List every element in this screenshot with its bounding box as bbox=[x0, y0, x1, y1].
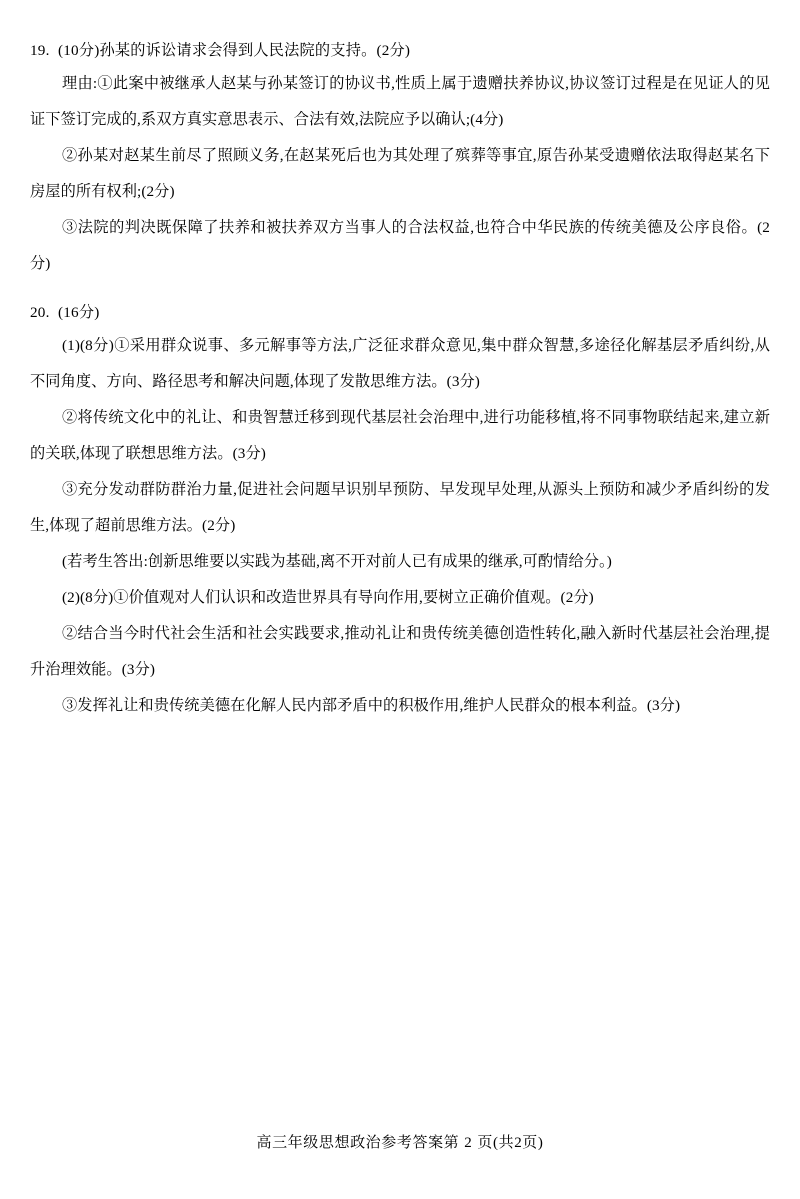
question-20-paragraph-3: ③充分发动群防群治力量,促进社会问题早识别早预防、早发现早处理,从源头上预防和减少矛盾纠纷的发生,体现了超前思维方法。(2分) bbox=[30, 481, 770, 534]
question-19-heading bbox=[30, 36, 770, 66]
question-19-paragraph-1: 理由:①此案中被继承人赵某与孙某签订的协议书,性质上属于遗赠扶养协议,协议签订过程是在见证人的见证下签订完成的,系双方真实意思表示、合法有效,法院应予以确认;(4分) bbox=[30, 75, 770, 128]
question-20-paragraph-7: ③发挥礼让和贵传统美德在化解人民内部矛盾中的积极作用,维护人民群众的根本利益。(3分) bbox=[62, 697, 681, 714]
question-20-paragraph-4: (若考生答出:创新思维要以实践为基础,离不开对前人已有成果的继承,可酌情给分。) bbox=[62, 553, 612, 570]
question-20-paragraph-2: ②将传统文化中的礼让、和贵智慧迁移到现代基层社会治理中,进行功能移植,将不同事物联结起来,建立新的关联,体现了联想思维方法。(3分) bbox=[30, 409, 770, 462]
question-19-paragraph-2: ②孙某对赵某生前尽了照顾义务,在赵某死后也为其处理了殡葬等事宜,原告孙某受遗赠依法取得赵某名下房屋的所有权利;(2分) bbox=[30, 147, 770, 200]
question-19-score: (10分) bbox=[58, 42, 100, 59]
question-19-number: 19. bbox=[30, 42, 50, 59]
footer-page-number: 2 bbox=[464, 1135, 473, 1151]
question-20-heading bbox=[30, 298, 770, 328]
question-20-score: (16分) bbox=[58, 304, 100, 321]
question-19-paragraph-3: ③法院的判决既保障了扶养和被扶养双方当事人的合法权益,也符合中华民族的传统美德及公序良俗。(2分) bbox=[30, 219, 770, 272]
footer-prefix: 高三年级思想政治参考答案第 bbox=[256, 1135, 460, 1151]
question-20 bbox=[30, 298, 770, 724]
question-20-paragraph-5: (2)(8分)①价值观对人们认识和改造世界具有导向作用,要树立正确价值观。(2分) bbox=[62, 589, 594, 606]
question-20-paragraph-6: ②结合当今时代社会生活和社会实践要求,推动礼让和贵传统美德创造性转化,融入新时代基层社会治理,提升治理效能。(3分) bbox=[30, 625, 770, 678]
question-20-number: 20. bbox=[30, 304, 50, 321]
question-20-paragraph-1: (1)(8分)①采用群众说事、多元解事等方法,广泛征求群众意见,集中群众智慧,多途径化解基层矛盾纠纷,从不同角度、方向、路径思考和解决问题,体现了发散思维方法。(3分) bbox=[30, 337, 770, 390]
answer-content bbox=[30, 36, 770, 726]
question-19 bbox=[30, 36, 770, 282]
footer-suffix: 页(共2页) bbox=[477, 1135, 544, 1151]
question-19-head-text: 孙某的诉讼请求会得到人民法院的支持。(2分) bbox=[99, 42, 411, 59]
page-footer bbox=[0, 1131, 800, 1152]
